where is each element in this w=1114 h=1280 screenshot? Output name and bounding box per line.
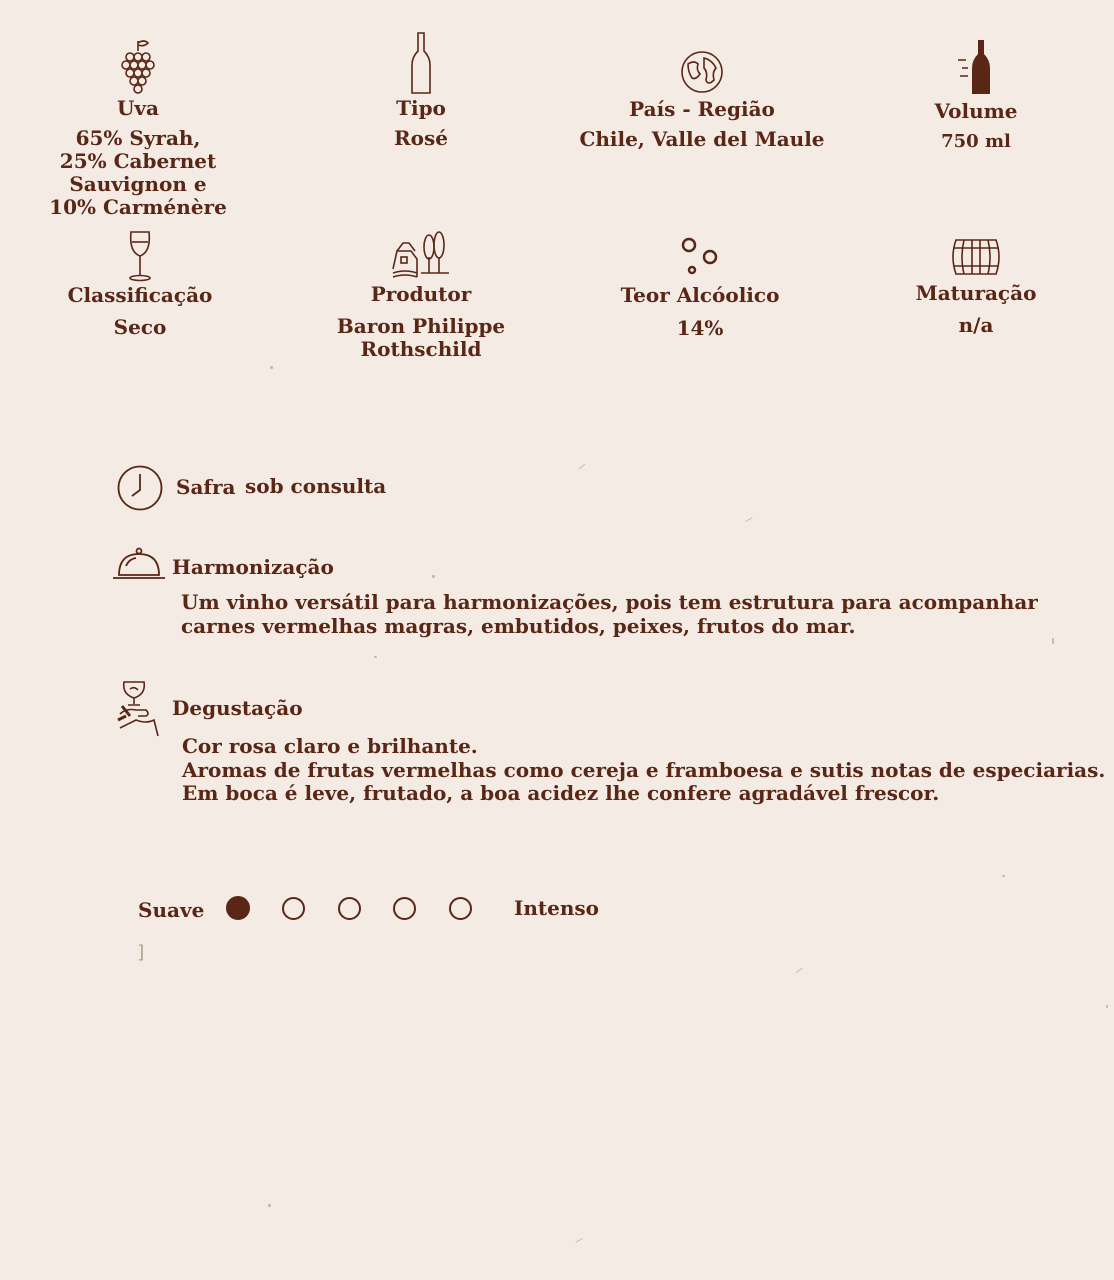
spec-maturacao — [876, 238, 1076, 337]
spec-value: 750 ml — [941, 131, 1011, 152]
spec-tipo — [321, 31, 521, 150]
clock-icon — [116, 464, 164, 512]
degustacao-text — [182, 735, 1105, 806]
spec-produtor — [281, 229, 561, 361]
degustacao-line: Aromas de frutas vermelhas como cereja e framboesa e sutis notas de especiarias. — [182, 757, 1106, 782]
intensity-dot-empty — [338, 897, 361, 920]
stray-mark: ] — [136, 942, 147, 963]
spec-value: Chile, Valle del Maule — [579, 127, 825, 151]
degustacao-line: Em boca é leve, frutado, a boa acidez lhe confere agradável frescor. — [182, 781, 940, 805]
bottle-filled-icon — [956, 38, 996, 96]
spec-label: Produtor — [370, 282, 472, 306]
harmonizacao-row — [112, 546, 412, 586]
spec-label: Classificação — [67, 283, 213, 307]
safra-value: sob consulta — [245, 474, 387, 498]
safra-row — [116, 464, 516, 514]
spec-uva — [0, 37, 276, 219]
spec-label: Maturação — [915, 281, 1037, 305]
harmonizacao-label: Harmonização — [172, 555, 334, 579]
spec-label: País - Região — [629, 97, 775, 121]
spec-value: 65% Syrah, 25% Cabernet Sauvignon e 10% Carménère — [49, 126, 227, 219]
intensity-max-label: Intenso — [514, 896, 599, 920]
spec-value: Rosé — [394, 126, 448, 150]
grapes-icon — [118, 37, 158, 97]
spec-value: 14% — [676, 316, 724, 340]
spec-value: n/a — [958, 313, 994, 337]
intensity-dot-filled — [226, 896, 250, 920]
spec-value: Seco — [113, 315, 167, 339]
degustacao-row — [116, 680, 416, 740]
winery-icon — [391, 229, 451, 281]
tasting-hand-icon — [116, 680, 162, 738]
intensity-min-label: Suave — [138, 898, 205, 922]
intensity-dot-empty — [282, 897, 305, 920]
spec-label: Uva — [116, 96, 160, 120]
spec-pais — [572, 50, 832, 151]
degustacao-label: Degustação — [172, 696, 303, 720]
barrel-icon — [950, 238, 1002, 276]
intensity-dot-empty — [393, 897, 416, 920]
spec-label: Teor Alcóolico — [620, 283, 780, 307]
spec-volume — [876, 38, 1076, 153]
spec-value: Baron Philippe Rothschild — [336, 314, 506, 361]
spec-teor — [600, 237, 800, 340]
harmonizacao-line: Um vinho versátil para harmonizações, pois tem estrutura para acompanhar — [181, 590, 1038, 614]
intensity-scale — [0, 890, 700, 930]
spec-classificacao — [40, 230, 240, 339]
harmonizacao-line: carnes vermelhas magras, embutidos, peixes, frutos do mar. — [181, 613, 856, 638]
bottle-outline-icon — [409, 31, 433, 95]
spec-label: Tipo — [396, 96, 446, 120]
globe-icon — [680, 50, 724, 94]
bubbles-icon — [680, 237, 720, 277]
harmonizacao-text — [181, 591, 1038, 638]
degustacao-line: Cor rosa claro e brilhante. — [182, 734, 478, 758]
wine-glass-icon — [127, 230, 153, 282]
safra-label: Safra — [176, 475, 236, 499]
intensity-dot-empty — [449, 897, 472, 920]
cloche-icon — [112, 546, 166, 582]
spec-label: Volume — [934, 99, 1018, 123]
